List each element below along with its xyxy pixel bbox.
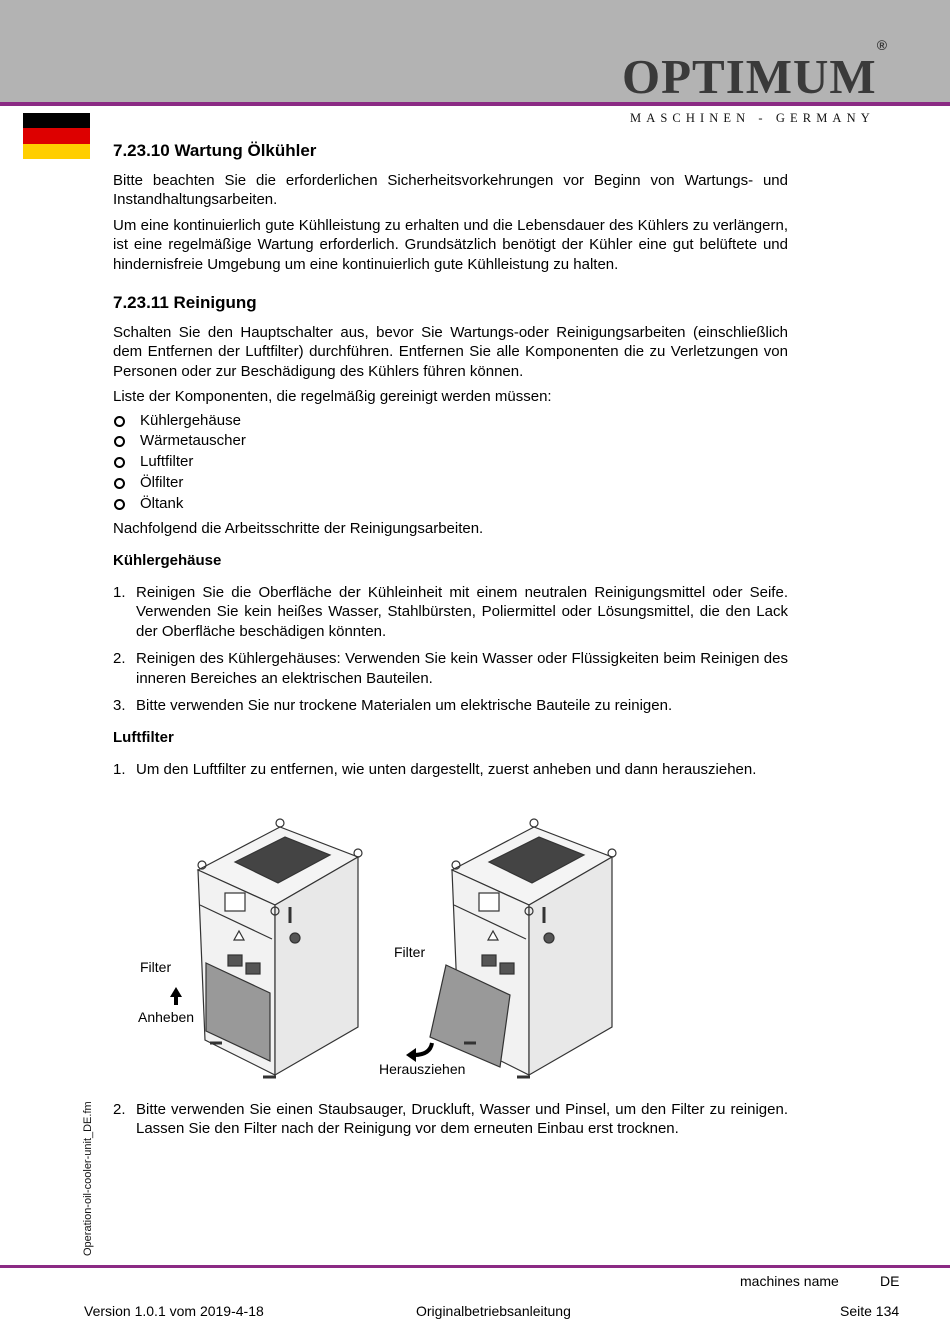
cooler-unit-right [430, 819, 616, 1077]
brand-logo: OPTIMUM® [622, 36, 889, 104]
section-title-cleaning: 7.23.11 Reinigung [113, 293, 257, 313]
label-filter-left: Filter [140, 959, 172, 975]
page-content-lower [113, 1100, 788, 1139]
list-item: Öltank [113, 494, 788, 515]
list-item: Ölfilter [113, 473, 788, 494]
footer-divider [0, 1265, 950, 1268]
bullet-icon [114, 416, 125, 427]
brand-tagline: MASCHINEN - GERMANY [630, 111, 875, 125]
german-flag-icon [23, 113, 90, 159]
pull-arrow-icon [414, 1043, 432, 1055]
list-item: Kühlergehäuse [113, 411, 788, 432]
bullet-icon [114, 478, 125, 489]
footer-language: DE [880, 1273, 900, 1289]
label-pull-out: Herausziehen [379, 1061, 466, 1077]
step-item: 1. Reinigen Sie die Oberfläche der Kühleinheit mit einem neutralen Reinigungsmittel oder Seife. Verwenden Sie kein heißes Wasser, Stahlbürsten, Poliermittel oder Lösungsmittel, die den Lack der Oberfläche beschädigen könnten. [113, 584, 788, 640]
bullet-icon [114, 436, 125, 447]
component-list [113, 411, 788, 515]
paragraph: Liste der Komponenten, die regelmäßig gereinigt werden müssen: [113, 388, 552, 406]
step-item: 1. Um den Luftfilter zu entfernen, wie unten dargestellt, zuerst anheben und dann herausziehen. [113, 761, 757, 779]
subheading-housing: Kühlergehäuse [113, 552, 222, 570]
footer-machines-name: machines name [740, 1273, 839, 1289]
list-item: Luftfilter [113, 452, 788, 473]
footer-doc-type: Originalbetriebsanleitung [416, 1303, 571, 1319]
subheading-airfilter: Luftfilter [113, 729, 174, 747]
paragraph: Bitte beachten Sie die erforderlichen Sicherheitsvorkehrungen vor Beginn von Wartungs- und Instandhaltungsarbeiten. [113, 172, 788, 209]
footer-version: Version 1.0.1 vom 2019-4-18 [84, 1303, 264, 1319]
page-content [113, 140, 788, 780]
bullet-icon [114, 457, 125, 468]
footer-page-number: Seite 134 [840, 1303, 900, 1319]
step-item: 3. Bitte verwenden Sie nur trockene Materialen um elektrische Bauteile zu reinigen. [113, 697, 673, 715]
lift-arrow-icon [170, 987, 182, 1005]
step-item: 2. Reinigen des Kühlergehäuses: Verwenden Sie kein Wasser oder Flüssigkeiten beim Reinigen des inneren Bereiches an elektrischen Bauteilen. [113, 650, 788, 687]
list-item: Wärmetauscher [113, 431, 788, 452]
label-filter-right: Filter [394, 944, 426, 960]
cooler-unit-left [198, 819, 362, 1077]
label-lift: Anheben [138, 1009, 195, 1025]
source-filename: Operation-oil-cooler-unit_DE.fm [82, 1101, 94, 1256]
paragraph: Schalten Sie den Hauptschalter aus, bevor Sie Wartungs-oder Reinigungsarbeiten (einschließlich dem Entfernen der Luftfilter) durchführen. Entfernen Sie alle Komponenten die zu Verletzungen von Personen oder zur Beschädigung des Kühlers führen können. [113, 324, 788, 380]
step-item: 2. Bitte verwenden Sie einen Staubsauger, Druckluft, Wasser und Pinsel, um den Filter zu reinigen. Lassen Sie den Filter nach der Reinigung vor dem erneuten Einbau erst trocknen. [113, 1101, 788, 1138]
section-title-maintenance: 7.23.10 Wartung Ölkühler [113, 141, 317, 160]
paragraph: Um eine kontinuierlich gute Kühlleistung zu erhalten und die Lebensdauer des Kühlers zu verlängern, ist eine regelmäßige Wartung erforderlich. Grundsätzlich benötigt der Kühler eine gut belüftete und hindernisfreie Umgebung um eine kontinuierlich gute Kühlleistung zu halten. [113, 216, 788, 273]
paragraph: Nachfolgend die Arbeitsschritte der Reinigungsarbeiten. [113, 519, 484, 537]
bullet-icon [114, 499, 125, 510]
filter-removal-figure [130, 815, 630, 1085]
